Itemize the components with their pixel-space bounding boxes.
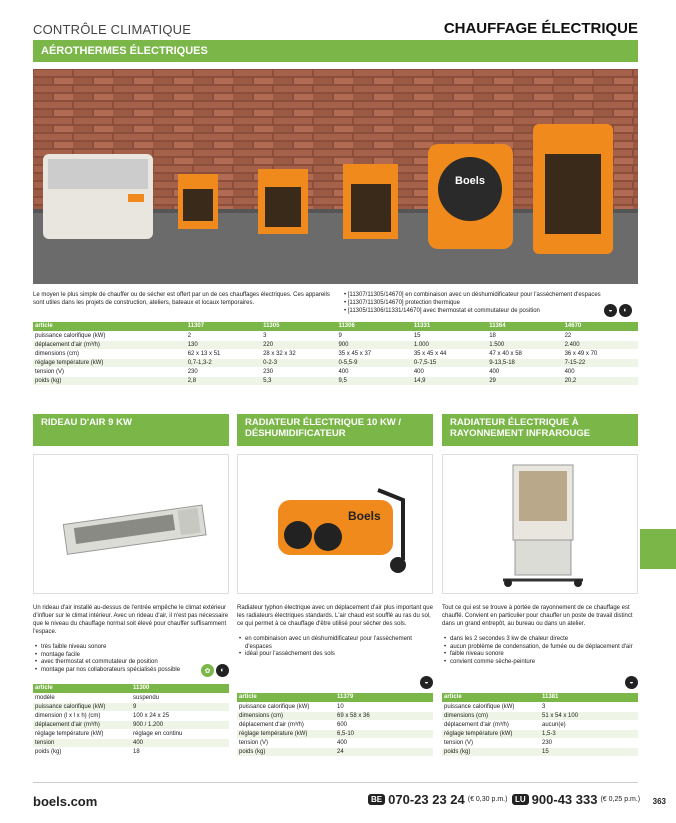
product-features [237,636,433,659]
table-cell: poids (kg) [237,747,335,756]
table-cell: 400 [412,367,487,376]
product-spec-table [33,684,229,757]
table-cell: 18 [131,747,229,756]
main-section-bar [33,40,638,62]
xl-heater [533,124,613,254]
table-row [442,747,638,756]
list-item: • dans les 2 secondes 3 kw de chaleur directe [450,636,638,644]
table-cell: réglage en continu [131,729,229,738]
product-title: RADIATEUR ÉLECTRIQUE 10 KW / DÉSHUMIDIFICATEUR [245,417,402,439]
hero-image [33,69,638,284]
table-row [237,729,433,738]
table-cell: 1.000 [412,340,487,349]
table-cell: 47 x 40 x 58 [487,349,562,358]
dehumidifier-icon: ◒ [625,676,638,689]
table-row [237,738,433,747]
table-cell: dimension (l x l x h) (cm) [33,711,131,720]
table-row [33,331,638,340]
table-header: 11364 [487,322,562,331]
table-row [33,358,638,367]
thermostat-icon: ◐ [216,664,229,677]
table-header-row [33,322,638,331]
product-badges [625,676,638,689]
table-cell: 2 [186,331,261,340]
table-row [33,376,638,385]
dehumidifier-icon: ◒ [604,304,617,317]
table-cell: 3 [261,331,336,340]
convector-heater [43,154,153,239]
country-code-be: BE [368,794,385,805]
table-cell: 7-15-22 [563,358,638,367]
table-cell: 15 [540,747,638,756]
table-row [33,693,229,702]
table-cell: poids (kg) [33,376,186,385]
table-header: article [33,322,186,331]
table-cell: réglage température (kW) [33,729,131,738]
expert-icon: ✿ [201,664,214,677]
intro-bullets [344,291,644,315]
product-description: Un rideau d'air installé au-dessus de l'entrée empêche le climat extérieur d'influer sur le climat intérieur. Avec un rideau d'air, il n'est pas nécessaire que le niveau du chauffage normal soit élevé pour chauffer suffisamment l'espace. [33,605,229,635]
product-air-curtain [33,414,229,780]
table-cell: tension [33,738,131,747]
list-item: • avec thermostat et commutateur de position [41,659,229,667]
table-cell: puissance calorifique (kW) [33,331,186,340]
table-cell: 400 [487,367,562,376]
table-cell: 51 x 54 x 100 [540,711,638,720]
table-cell: 0-5,5-9 [336,358,411,367]
table-cell: 0-7,5-15 [412,358,487,367]
table-cell: 9 [336,331,411,340]
table-header: 11300 [131,684,229,693]
table-cell: 230 [540,738,638,747]
product-spec-table [442,693,638,757]
table-cell: 2.400 [563,340,638,349]
list-item: • montage par nos collaborateurs spécialisés possible [41,667,229,675]
table-cell: 400 [336,367,411,376]
website-link[interactable]: boels.com [33,794,98,809]
table-header: 11305 [261,322,336,331]
table-cell: 20,2 [563,376,638,385]
thermostat-icon: ◐ [619,304,632,317]
table-cell: 400 [335,738,433,747]
table-row [33,711,229,720]
table-cell: 400 [563,367,638,376]
table-cell: 15 [412,331,487,340]
table-cell: 9,5 [336,376,411,385]
product-infrared-heater [442,414,638,780]
product-description: Tout ce qui est se trouve à portée de rayonnement de ce chauffage est chauffé. Convient en particulier pour chauffer un poste de travail distinct dans un grand entrepôt, au bureau ou dans un atelier. [442,605,633,627]
product-spec-table [237,693,433,757]
table-header: article [442,693,540,702]
product-photo [442,454,638,594]
table-cell: 28 x 32 x 32 [261,349,336,358]
list-item: • convient comme sèche-peinture [450,659,638,667]
table-cell: modèle [33,693,131,702]
table-cell: puissance calorifique (kW) [442,702,540,711]
table-cell: réglage température (kW) [33,358,186,367]
table-cell: 3 [540,702,638,711]
table-cell: déplacement d'air (m³/h) [33,340,186,349]
table-cell: 22 [563,331,638,340]
table-cell: 0-2-3 [261,358,336,367]
table-cell: dimensions (cm) [33,349,186,358]
table-cell: puissance calorifique (kW) [237,702,335,711]
table-cell: 69 x 58 x 36 [335,711,433,720]
table-cell: 0,7-1,3-2 [186,358,261,367]
table-cell: tension (V) [33,367,186,376]
list-item: • en combinaison avec un déshumidificateur pour l'assèchement d'espaces [245,636,433,651]
table-header: article [33,684,131,693]
table-cell: 1.500 [487,340,562,349]
table-row [33,738,229,747]
table-header: 14670 [563,322,638,331]
table-cell: 1,5-3 [540,729,638,738]
dehumidifier-icon: ◒ [420,676,433,689]
table-cell: 5,3 [261,376,336,385]
product-typhoon-heater [237,414,433,780]
table-row [237,702,433,711]
table-cell: 10 [335,702,433,711]
table-cell: 6,5-10 [335,729,433,738]
table-cell: 400 [131,738,229,747]
table-cell: réglage température (kW) [237,729,335,738]
list-item: • très faible niveau sonore [41,644,229,652]
table-row [33,349,638,358]
section-tab [640,529,676,569]
phone-lu[interactable] [512,792,640,807]
product-photo [33,454,229,594]
table-row [442,720,638,729]
table-cell: 62 x 13 x 51 [186,349,261,358]
table-row [33,747,229,756]
table-header: 11379 [335,693,433,702]
large-heater [343,164,398,239]
svg-text:Boels: Boels [455,175,485,187]
table-header-row [237,693,433,702]
list-item: • faible niveau sonore [450,651,638,659]
product-badges [201,664,229,677]
table-row [237,711,433,720]
product-title-bar [442,414,638,446]
table-cell: 100 x 24 x 25 [131,711,229,720]
table-cell: réglage température (kW) [442,729,540,738]
table-cell: 35 x 45 x 44 [412,349,487,358]
table-row [33,720,229,729]
table-row [237,720,433,729]
table-cell: 36 x 49 x 70 [563,349,638,358]
section-label: CONTRÔLE CLIMATIQUE [33,22,192,37]
medium-heater [258,169,308,234]
footer-divider [33,782,638,783]
table-cell: suspendu [131,693,229,702]
table-row [442,729,638,738]
product-features [33,644,229,674]
table-row [237,747,433,756]
list-item: • [11307/11305/14670] protection thermique [344,300,460,306]
table-row [33,367,638,376]
country-code-lu: LU [512,794,529,805]
list-item: • aucun problème de condensation, de fumée ou de déplacement d'air [450,644,638,652]
feature-badges [604,304,632,317]
table-cell: puissance calorifique (kW) [33,702,131,711]
table-cell: 230 [186,367,261,376]
phone-number-lu: 900-43 333 [531,792,598,807]
table-cell: 18 [487,331,562,340]
table-cell: tension (V) [237,738,335,747]
table-header: article [237,693,335,702]
product-photo [237,454,433,594]
intro-text: Le moyen le plus simple de chauffer ou de sécher est offert par un de ces chauffages électriques. Ces appareils sont utiles dans les projets de construction, ateliers, bateaux et locaux temporaires. [33,292,330,306]
svg-text:Boels: Boels [348,509,381,523]
list-item: • [11307/11305/14670] en combinaison avec un déshumidificateur pour l'assèchement d'espaces [344,292,601,298]
table-cell: déplacement d'air (m³/h) [442,720,540,729]
table-cell: 900 / 1.200 [131,720,229,729]
table-cell: dimensions (cm) [442,711,540,720]
table-cell: 130 [186,340,261,349]
list-item: • idéal pour l'assèchement des sols [245,651,433,659]
table-header: 11307 [186,322,261,331]
product-badges [420,676,433,689]
product-title-bar [33,414,229,446]
table-row [33,340,638,349]
phone-price-lu: (€ 0,25 p.m.) [600,796,641,803]
small-heater [178,174,218,229]
round-heater [428,144,513,249]
table-cell: 29 [487,376,562,385]
product-title-bar [237,414,433,446]
table-cell: 9-13,5-18 [487,358,562,367]
product-features [442,636,638,666]
table-header-row [442,693,638,702]
table-row [33,702,229,711]
table-cell: 35 x 45 x 37 [336,349,411,358]
table-cell: 14,9 [412,376,487,385]
phone-price-be: (€ 0,30 p.m.) [467,796,508,803]
phone-be[interactable] [368,792,507,807]
table-header: 11381 [540,693,638,702]
table-row [33,729,229,738]
product-description: Radiateur typhon électrique avec un déplacement d'air plus important que les radiateurs électriques standards. L'air chaud est soufflé au ras du sol, ce qui permet à ce chauffage d'être utilisé pour sécher des sols. [237,605,433,627]
table-cell: déplacement d'air (m³/h) [33,720,131,729]
table-cell: 220 [261,340,336,349]
table-cell: 900 [336,340,411,349]
page-title: CHAUFFAGE ÉLECTRIQUE [443,20,638,37]
spec-table [33,322,638,386]
table-cell: 9 [131,702,229,711]
table-row [442,711,638,720]
table-cell: dimensions (cm) [237,711,335,720]
table-cell: déplacement d'air (m³/h) [237,720,335,729]
table-cell: tension (V) [442,738,540,747]
table-header-row [33,684,229,693]
product-title: RADIATEUR ÉLECTRIQUE À RAYONNEMENT INFRAROUGE [450,417,591,439]
table-cell: aucun(e) [540,720,638,729]
page-number: 363 [652,797,666,806]
list-item: • montage facile [41,652,229,660]
product-title: RIDEAU D'AIR 9 KW [41,417,132,428]
table-row [442,702,638,711]
main-section-title: AÉROTHERMES ÉLECTRIQUES [41,45,208,57]
table-cell: poids (kg) [33,747,131,756]
list-item: • [11305/11306/11331/14670] avec thermostat et commutateur de position [344,308,540,314]
table-header: 11331 [412,322,487,331]
table-cell: 230 [261,367,336,376]
table-cell: 24 [335,747,433,756]
table-cell: poids (kg) [442,747,540,756]
table-header: 11306 [336,322,411,331]
phone-number-be: 070-23 23 24 [388,792,465,807]
table-cell: 600 [335,720,433,729]
table-row [442,738,638,747]
table-cell: 2,8 [186,376,261,385]
